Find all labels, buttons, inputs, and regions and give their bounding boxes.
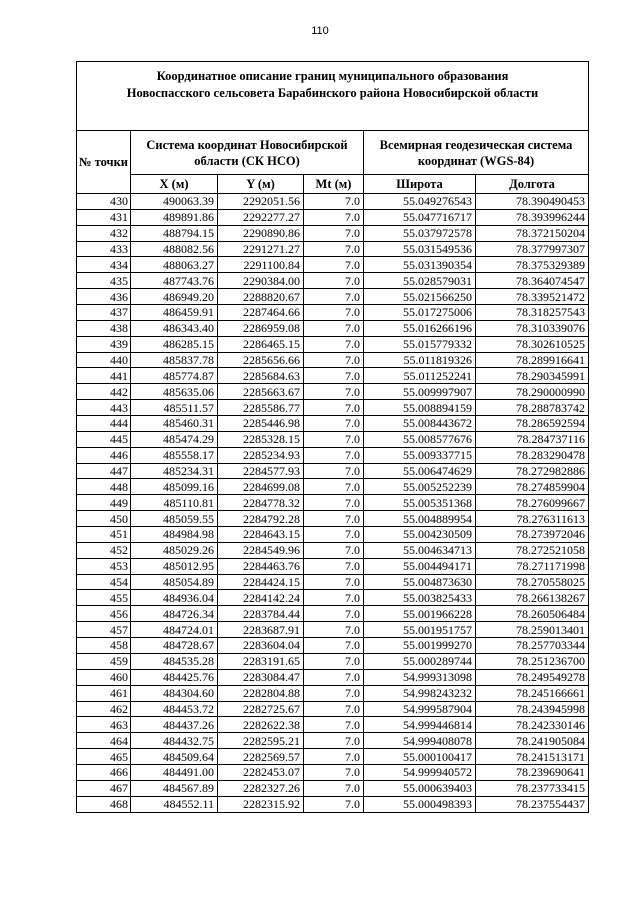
mt-value-cell: 7.0 bbox=[304, 273, 364, 289]
latitude-cell: 55.000639403 bbox=[364, 780, 476, 796]
mt-value-cell: 7.0 bbox=[304, 749, 364, 765]
table-row bbox=[77, 527, 589, 543]
latitude-cell: 54.999940572 bbox=[364, 764, 476, 780]
longitude-cell: 78.302610525 bbox=[476, 336, 589, 352]
point-number-cell: 465 bbox=[77, 749, 131, 765]
y-coordinate-cell: 2284577.93 bbox=[218, 463, 304, 479]
mt-value-cell: 7.0 bbox=[304, 241, 364, 257]
latitude-cell: 55.015779332 bbox=[364, 336, 476, 352]
point-number-cell: 462 bbox=[77, 701, 131, 717]
y-coordinate-cell: 2285446.98 bbox=[218, 416, 304, 432]
longitude-header: Долгота bbox=[476, 175, 589, 194]
latitude-header: Широта bbox=[364, 175, 476, 194]
longitude-cell: 78.243945998 bbox=[476, 701, 589, 717]
y-coordinate-cell: 2284778.32 bbox=[218, 495, 304, 511]
y-coordinate-cell: 2282622.38 bbox=[218, 717, 304, 733]
latitude-cell: 55.011252241 bbox=[364, 368, 476, 384]
latitude-cell: 55.009997907 bbox=[364, 384, 476, 400]
longitude-cell: 78.270558025 bbox=[476, 574, 589, 590]
y-coordinate-cell: 2282595.21 bbox=[218, 733, 304, 749]
y-coordinate-cell: 2282327.26 bbox=[218, 780, 304, 796]
point-number-cell: 457 bbox=[77, 622, 131, 638]
table-row bbox=[77, 400, 589, 416]
point-number-cell: 435 bbox=[77, 273, 131, 289]
x-coordinate-cell: 488063.27 bbox=[131, 257, 218, 273]
longitude-cell: 78.283290478 bbox=[476, 447, 589, 463]
x-coordinate-cell: 484453.72 bbox=[131, 701, 218, 717]
latitude-cell: 55.005351368 bbox=[364, 495, 476, 511]
table-row bbox=[77, 590, 589, 606]
table-row bbox=[77, 606, 589, 622]
table-row bbox=[77, 638, 589, 654]
x-coordinate-cell: 485474.29 bbox=[131, 431, 218, 447]
latitude-cell: 54.999313098 bbox=[364, 669, 476, 685]
y-coordinate-cell: 2284424.15 bbox=[218, 574, 304, 590]
point-number-cell: 468 bbox=[77, 796, 131, 812]
mt-value-cell: 7.0 bbox=[304, 622, 364, 638]
x-coordinate-cell: 484509.64 bbox=[131, 749, 218, 765]
y-coordinate-cell: 2285684.63 bbox=[218, 368, 304, 384]
y-coordinate-cell: 2292051.56 bbox=[218, 194, 304, 210]
mt-value-cell: 7.0 bbox=[304, 479, 364, 495]
point-number-cell: 442 bbox=[77, 384, 131, 400]
latitude-cell: 55.008577676 bbox=[364, 431, 476, 447]
point-number-cell: 441 bbox=[77, 368, 131, 384]
table-row bbox=[77, 511, 589, 527]
longitude-cell: 78.259013401 bbox=[476, 622, 589, 638]
point-number-cell: 456 bbox=[77, 606, 131, 622]
x-coordinate-cell: 485837.78 bbox=[131, 352, 218, 368]
table-row bbox=[77, 764, 589, 780]
longitude-cell: 78.289916641 bbox=[476, 352, 589, 368]
table-row bbox=[77, 733, 589, 749]
x-coordinate-cell: 490063.39 bbox=[131, 194, 218, 210]
mt-value-cell: 7.0 bbox=[304, 511, 364, 527]
longitude-cell: 78.274859904 bbox=[476, 479, 589, 495]
point-number-cell: 452 bbox=[77, 542, 131, 558]
y-coordinate-cell: 2283784.44 bbox=[218, 606, 304, 622]
point-number-cell: 461 bbox=[77, 685, 131, 701]
y-coordinate-cell: 2292277.27 bbox=[218, 209, 304, 225]
y-coordinate-cell: 2284643.15 bbox=[218, 527, 304, 543]
mt-value-cell: 7.0 bbox=[304, 669, 364, 685]
point-number-cell: 463 bbox=[77, 717, 131, 733]
x-coordinate-cell: 488794.15 bbox=[131, 225, 218, 241]
longitude-cell: 78.239690641 bbox=[476, 764, 589, 780]
x-coordinate-cell: 485054.89 bbox=[131, 574, 218, 590]
longitude-cell: 78.372150204 bbox=[476, 225, 589, 241]
x-coordinate-cell: 484491.00 bbox=[131, 764, 218, 780]
table-title-line-2: Новоспасского сельсовета Барабинского района Новосибирской области bbox=[126, 86, 539, 100]
y-coordinate-cell: 2282804.88 bbox=[218, 685, 304, 701]
latitude-cell: 55.004634713 bbox=[364, 542, 476, 558]
longitude-cell: 78.249549278 bbox=[476, 669, 589, 685]
y-coordinate-cell: 2285656.66 bbox=[218, 352, 304, 368]
table-row bbox=[77, 320, 589, 336]
mt-value-cell: 7.0 bbox=[304, 400, 364, 416]
table-row bbox=[77, 209, 589, 225]
mt-value-cell: 7.0 bbox=[304, 796, 364, 812]
mt-value-cell: 7.0 bbox=[304, 225, 364, 241]
coordinates-table bbox=[76, 61, 589, 813]
y-coordinate-cell: 2287464.66 bbox=[218, 305, 304, 321]
mt-value-cell: 7.0 bbox=[304, 590, 364, 606]
y-coordinate-cell: 2284142.24 bbox=[218, 590, 304, 606]
x-coordinate-cell: 489891.86 bbox=[131, 209, 218, 225]
mt-value-cell: 7.0 bbox=[304, 701, 364, 717]
latitude-cell: 55.028579031 bbox=[364, 273, 476, 289]
table-row bbox=[77, 574, 589, 590]
point-number-cell: 466 bbox=[77, 764, 131, 780]
mt-value-cell: 7.0 bbox=[304, 368, 364, 384]
mt-value-cell: 7.0 bbox=[304, 764, 364, 780]
latitude-cell: 55.008894159 bbox=[364, 400, 476, 416]
table-row bbox=[77, 796, 589, 812]
point-number-cell: 430 bbox=[77, 194, 131, 210]
point-number-cell: 458 bbox=[77, 638, 131, 654]
point-number-cell: 438 bbox=[77, 320, 131, 336]
y-coordinate-cell: 2283687.91 bbox=[218, 622, 304, 638]
latitude-cell: 55.004873630 bbox=[364, 574, 476, 590]
mt-value-cell: 7.0 bbox=[304, 463, 364, 479]
longitude-cell: 78.318257543 bbox=[476, 305, 589, 321]
longitude-cell: 78.276099667 bbox=[476, 495, 589, 511]
point-number-cell: 431 bbox=[77, 209, 131, 225]
table-row bbox=[77, 669, 589, 685]
x-header: X (м) bbox=[131, 175, 218, 194]
mt-header: Mt (м) bbox=[304, 175, 364, 194]
longitude-cell: 78.290000990 bbox=[476, 384, 589, 400]
point-number-cell: 464 bbox=[77, 733, 131, 749]
longitude-cell: 78.272982886 bbox=[476, 463, 589, 479]
mt-value-cell: 7.0 bbox=[304, 527, 364, 543]
mt-value-cell: 7.0 bbox=[304, 305, 364, 321]
table-row bbox=[77, 225, 589, 241]
point-number-cell: 455 bbox=[77, 590, 131, 606]
table-row bbox=[77, 368, 589, 384]
mt-value-cell: 7.0 bbox=[304, 574, 364, 590]
table-row bbox=[77, 305, 589, 321]
latitude-cell: 55.001999270 bbox=[364, 638, 476, 654]
longitude-cell: 78.237733415 bbox=[476, 780, 589, 796]
table-row bbox=[77, 701, 589, 717]
longitude-cell: 78.393996244 bbox=[476, 209, 589, 225]
latitude-cell: 55.047716717 bbox=[364, 209, 476, 225]
latitude-cell: 54.999587904 bbox=[364, 701, 476, 717]
table-row bbox=[77, 542, 589, 558]
mt-value-cell: 7.0 bbox=[304, 780, 364, 796]
mt-value-cell: 7.0 bbox=[304, 384, 364, 400]
point-number-cell: 445 bbox=[77, 431, 131, 447]
mt-value-cell: 7.0 bbox=[304, 685, 364, 701]
y-coordinate-cell: 2282725.67 bbox=[218, 701, 304, 717]
table-row bbox=[77, 447, 589, 463]
longitude-cell: 78.364074547 bbox=[476, 273, 589, 289]
x-coordinate-cell: 485234.31 bbox=[131, 463, 218, 479]
latitude-cell: 55.004494171 bbox=[364, 558, 476, 574]
latitude-cell: 55.001966228 bbox=[364, 606, 476, 622]
mt-value-cell: 7.0 bbox=[304, 352, 364, 368]
longitude-cell: 78.284737116 bbox=[476, 431, 589, 447]
x-coordinate-cell: 484304.60 bbox=[131, 685, 218, 701]
mt-value-cell: 7.0 bbox=[304, 320, 364, 336]
x-coordinate-cell: 488082.56 bbox=[131, 241, 218, 257]
latitude-cell: 54.999446814 bbox=[364, 717, 476, 733]
point-number-cell: 434 bbox=[77, 257, 131, 273]
latitude-cell: 55.049276543 bbox=[364, 194, 476, 210]
longitude-cell: 78.290345991 bbox=[476, 368, 589, 384]
x-coordinate-cell: 486949.20 bbox=[131, 289, 218, 305]
longitude-cell: 78.273972046 bbox=[476, 527, 589, 543]
x-coordinate-cell: 485558.17 bbox=[131, 447, 218, 463]
y-coordinate-cell: 2286465.15 bbox=[218, 336, 304, 352]
longitude-cell: 78.260506484 bbox=[476, 606, 589, 622]
longitude-cell: 78.310339076 bbox=[476, 320, 589, 336]
y-coordinate-cell: 2284549.96 bbox=[218, 542, 304, 558]
point-number-header: № точки bbox=[77, 131, 131, 194]
y-coordinate-cell: 2288820.67 bbox=[218, 289, 304, 305]
table-row bbox=[77, 558, 589, 574]
mt-value-cell: 7.0 bbox=[304, 717, 364, 733]
point-number-cell: 440 bbox=[77, 352, 131, 368]
table-row bbox=[77, 241, 589, 257]
x-coordinate-cell: 485774.87 bbox=[131, 368, 218, 384]
mt-value-cell: 7.0 bbox=[304, 542, 364, 558]
longitude-cell: 78.245166661 bbox=[476, 685, 589, 701]
point-number-cell: 437 bbox=[77, 305, 131, 321]
table-row bbox=[77, 479, 589, 495]
x-coordinate-cell: 485099.16 bbox=[131, 479, 218, 495]
global-system-header: Всемирная геодезическая система координат (WGS-84) bbox=[364, 131, 589, 175]
longitude-cell: 78.375329389 bbox=[476, 257, 589, 273]
table-row bbox=[77, 780, 589, 796]
y-coordinate-cell: 2283604.04 bbox=[218, 638, 304, 654]
x-coordinate-cell: 484984.98 bbox=[131, 527, 218, 543]
point-number-cell: 447 bbox=[77, 463, 131, 479]
longitude-cell: 78.377997307 bbox=[476, 241, 589, 257]
table-row bbox=[77, 749, 589, 765]
latitude-cell: 55.000498393 bbox=[364, 796, 476, 812]
y-header: Y (м) bbox=[218, 175, 304, 194]
page-number: 110 bbox=[311, 25, 329, 37]
longitude-cell: 78.288783742 bbox=[476, 400, 589, 416]
y-coordinate-cell: 2291100.84 bbox=[218, 257, 304, 273]
table-row bbox=[77, 416, 589, 432]
point-number-cell: 448 bbox=[77, 479, 131, 495]
x-coordinate-cell: 486459.91 bbox=[131, 305, 218, 321]
latitude-cell: 55.016266196 bbox=[364, 320, 476, 336]
mt-value-cell: 7.0 bbox=[304, 431, 364, 447]
table-row bbox=[77, 289, 589, 305]
mt-value-cell: 7.0 bbox=[304, 558, 364, 574]
y-coordinate-cell: 2285328.15 bbox=[218, 431, 304, 447]
y-coordinate-cell: 2290384.00 bbox=[218, 273, 304, 289]
latitude-cell: 55.003825433 bbox=[364, 590, 476, 606]
table-title-line-1: Координатное описание границ муниципального образования bbox=[156, 69, 509, 83]
mt-value-cell: 7.0 bbox=[304, 209, 364, 225]
x-coordinate-cell: 484724.01 bbox=[131, 622, 218, 638]
longitude-cell: 78.237554437 bbox=[476, 796, 589, 812]
latitude-cell: 55.001951757 bbox=[364, 622, 476, 638]
y-coordinate-cell: 2285234.93 bbox=[218, 447, 304, 463]
longitude-cell: 78.257703344 bbox=[476, 638, 589, 654]
latitude-cell: 55.031549536 bbox=[364, 241, 476, 257]
mt-value-cell: 7.0 bbox=[304, 257, 364, 273]
point-number-cell: 459 bbox=[77, 653, 131, 669]
longitude-cell: 78.286592594 bbox=[476, 416, 589, 432]
longitude-cell: 78.242330146 bbox=[476, 717, 589, 733]
x-coordinate-cell: 485635.06 bbox=[131, 384, 218, 400]
table-row bbox=[77, 717, 589, 733]
latitude-cell: 55.008443672 bbox=[364, 416, 476, 432]
y-coordinate-cell: 2290890.86 bbox=[218, 225, 304, 241]
latitude-cell: 55.009337715 bbox=[364, 447, 476, 463]
table-row bbox=[77, 622, 589, 638]
longitude-cell: 78.241905084 bbox=[476, 733, 589, 749]
table-row bbox=[77, 257, 589, 273]
mt-value-cell: 7.0 bbox=[304, 495, 364, 511]
latitude-cell: 55.000289744 bbox=[364, 653, 476, 669]
mt-value-cell: 7.0 bbox=[304, 416, 364, 432]
mt-value-cell: 7.0 bbox=[304, 194, 364, 210]
point-number-cell: 454 bbox=[77, 574, 131, 590]
point-number-cell: 451 bbox=[77, 527, 131, 543]
y-coordinate-cell: 2283191.65 bbox=[218, 653, 304, 669]
x-coordinate-cell: 484552.11 bbox=[131, 796, 218, 812]
y-coordinate-cell: 2291271.27 bbox=[218, 241, 304, 257]
x-coordinate-cell: 485511.57 bbox=[131, 400, 218, 416]
y-coordinate-cell: 2282453.07 bbox=[218, 764, 304, 780]
mt-value-cell: 7.0 bbox=[304, 606, 364, 622]
x-coordinate-cell: 484936.04 bbox=[131, 590, 218, 606]
x-coordinate-cell: 484726.34 bbox=[131, 606, 218, 622]
latitude-cell: 55.004230509 bbox=[364, 527, 476, 543]
point-number-cell: 444 bbox=[77, 416, 131, 432]
local-system-header: Система координат Новосибирской области (СК НСО) bbox=[131, 131, 364, 175]
y-coordinate-cell: 2284463.76 bbox=[218, 558, 304, 574]
mt-value-cell: 7.0 bbox=[304, 638, 364, 654]
table-row bbox=[77, 431, 589, 447]
latitude-cell: 55.011819326 bbox=[364, 352, 476, 368]
y-coordinate-cell: 2282315.92 bbox=[218, 796, 304, 812]
mt-value-cell: 7.0 bbox=[304, 289, 364, 305]
longitude-cell: 78.272521058 bbox=[476, 542, 589, 558]
x-coordinate-cell: 486343.40 bbox=[131, 320, 218, 336]
point-number-cell: 467 bbox=[77, 780, 131, 796]
mt-value-cell: 7.0 bbox=[304, 733, 364, 749]
longitude-cell: 78.390490453 bbox=[476, 194, 589, 210]
longitude-cell: 78.251236700 bbox=[476, 653, 589, 669]
x-coordinate-cell: 486285.15 bbox=[131, 336, 218, 352]
x-coordinate-cell: 484425.76 bbox=[131, 669, 218, 685]
latitude-cell: 54.999408078 bbox=[364, 733, 476, 749]
table-row bbox=[77, 463, 589, 479]
latitude-cell: 55.006474629 bbox=[364, 463, 476, 479]
latitude-cell: 55.000100417 bbox=[364, 749, 476, 765]
longitude-cell: 78.271171998 bbox=[476, 558, 589, 574]
longitude-cell: 78.241513171 bbox=[476, 749, 589, 765]
point-number-cell: 460 bbox=[77, 669, 131, 685]
longitude-cell: 78.276311613 bbox=[476, 511, 589, 527]
x-coordinate-cell: 485110.81 bbox=[131, 495, 218, 511]
latitude-cell: 55.004889954 bbox=[364, 511, 476, 527]
x-coordinate-cell: 484728.67 bbox=[131, 638, 218, 654]
latitude-cell: 55.021566250 bbox=[364, 289, 476, 305]
x-coordinate-cell: 487743.76 bbox=[131, 273, 218, 289]
latitude-cell: 55.017275006 bbox=[364, 305, 476, 321]
latitude-cell: 55.031390354 bbox=[364, 257, 476, 273]
x-coordinate-cell: 484567.89 bbox=[131, 780, 218, 796]
y-coordinate-cell: 2283084.47 bbox=[218, 669, 304, 685]
x-coordinate-cell: 485460.31 bbox=[131, 416, 218, 432]
table-row bbox=[77, 273, 589, 289]
latitude-cell: 55.005252239 bbox=[364, 479, 476, 495]
x-coordinate-cell: 484535.28 bbox=[131, 653, 218, 669]
mt-value-cell: 7.0 bbox=[304, 653, 364, 669]
point-number-cell: 446 bbox=[77, 447, 131, 463]
latitude-cell: 55.037972578 bbox=[364, 225, 476, 241]
table-row bbox=[77, 495, 589, 511]
table-row bbox=[77, 653, 589, 669]
y-coordinate-cell: 2285663.67 bbox=[218, 384, 304, 400]
table-row bbox=[77, 194, 589, 210]
point-number-cell: 449 bbox=[77, 495, 131, 511]
mt-value-cell: 7.0 bbox=[304, 336, 364, 352]
x-coordinate-cell: 485012.95 bbox=[131, 558, 218, 574]
y-coordinate-cell: 2284792.28 bbox=[218, 511, 304, 527]
x-coordinate-cell: 484432.75 bbox=[131, 733, 218, 749]
point-number-cell: 453 bbox=[77, 558, 131, 574]
x-coordinate-cell: 484437.26 bbox=[131, 717, 218, 733]
point-number-cell: 432 bbox=[77, 225, 131, 241]
y-coordinate-cell: 2285586.77 bbox=[218, 400, 304, 416]
point-number-cell: 443 bbox=[77, 400, 131, 416]
mt-value-cell: 7.0 bbox=[304, 447, 364, 463]
y-coordinate-cell: 2284699.08 bbox=[218, 479, 304, 495]
latitude-cell: 54.998243232 bbox=[364, 685, 476, 701]
table-title bbox=[77, 62, 589, 131]
table-row bbox=[77, 685, 589, 701]
longitude-cell: 78.339521472 bbox=[476, 289, 589, 305]
y-coordinate-cell: 2282569.57 bbox=[218, 749, 304, 765]
point-number-cell: 439 bbox=[77, 336, 131, 352]
table-row bbox=[77, 384, 589, 400]
x-coordinate-cell: 485029.26 bbox=[131, 542, 218, 558]
point-number-cell: 450 bbox=[77, 511, 131, 527]
x-coordinate-cell: 485059.55 bbox=[131, 511, 218, 527]
longitude-cell: 78.266138267 bbox=[476, 590, 589, 606]
y-coordinate-cell: 2286959.08 bbox=[218, 320, 304, 336]
point-number-cell: 436 bbox=[77, 289, 131, 305]
table-row bbox=[77, 336, 589, 352]
table-row bbox=[77, 352, 589, 368]
point-number-cell: 433 bbox=[77, 241, 131, 257]
